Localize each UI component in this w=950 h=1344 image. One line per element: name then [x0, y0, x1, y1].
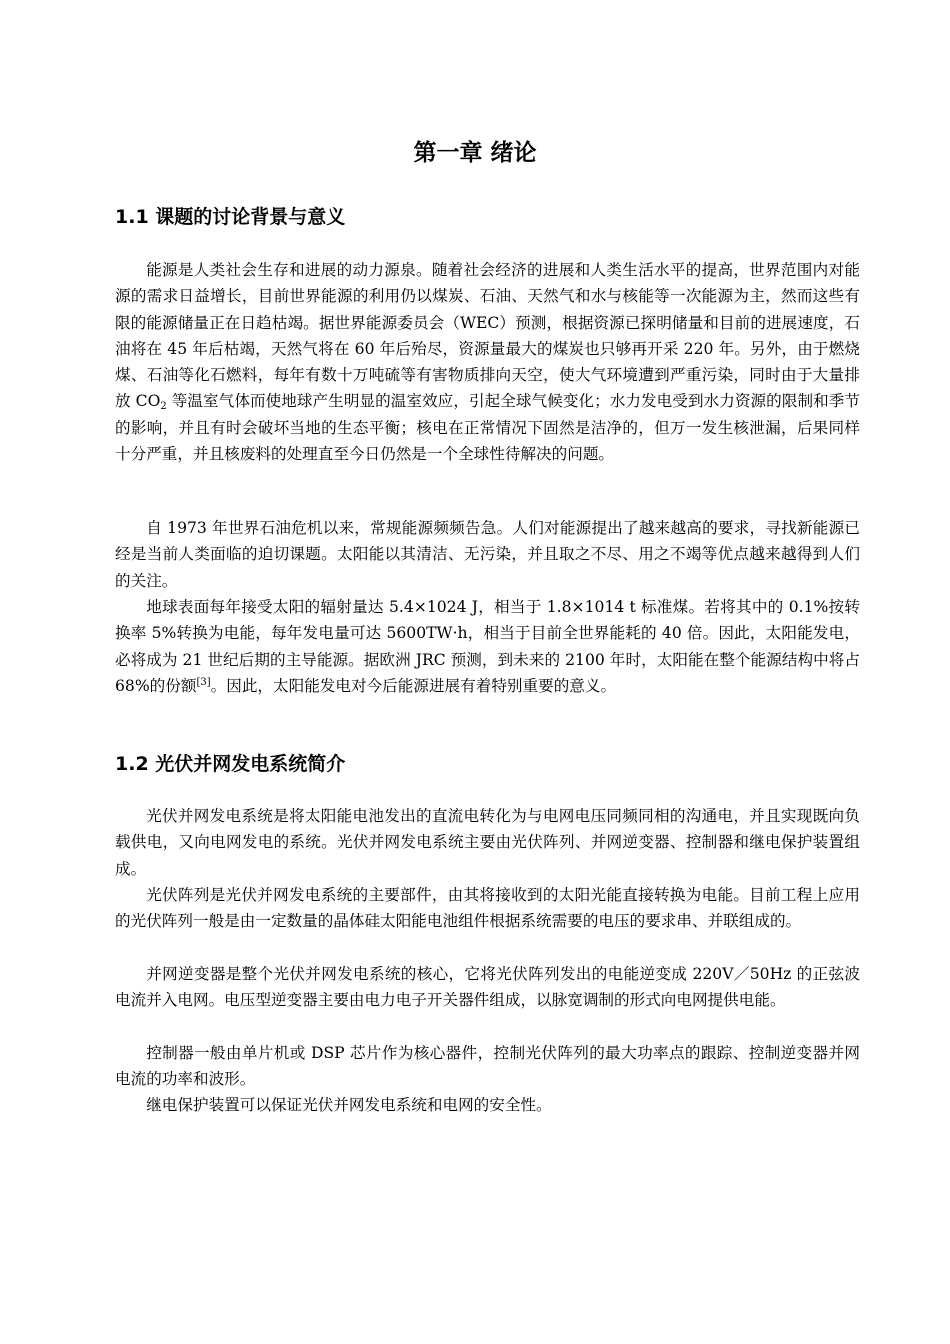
paragraph: 控制器一般由单片机或 DSP 芯片作为核心器件，控制光伏阵列的最大功率点的跟踪、控制逆变器并网电流的功率和波形。: [115, 1044, 860, 1089]
paragraph-text: 等温室气体而使地球产生明显的温室效应，引起全球气候变化；水力发电受到水力资源的限制和季节的影响，并且有时会破坏当地的生态平衡；核电在正常情况下固然是洁净的，但万一发生核泄漏，后果同样十分严重，并且核废料的处理直至今日仍然是一个全球性待解决的问题。: [115, 392, 860, 464]
paragraph-text: 。因此，太阳能发电对今后能源进展有着特别重要的意义。: [210, 676, 617, 695]
section-heading-1-1: 1.1 课题的讨论背景与意义: [115, 206, 346, 228]
citation: [3]: [196, 676, 211, 688]
chapter-title: 第一章 绪论: [413, 140, 537, 166]
paragraph: 自 1973 年世界石油危机以来，常规能源频频告急。人们对能源提出了越来越高的要求，寻找新能源已经是当前人类面临的迫切课题。太阳能以其清洁、无污染，并且取之不尽、用之不竭等优点越来越得到人们的关注。: [115, 519, 860, 590]
paragraph: [115, 257, 860, 467]
paragraph: [115, 594, 860, 699]
section-heading-1-2: 1.2 光伏并网发电系统简介: [115, 753, 346, 775]
paragraph: 继电保护装置可以保证光伏并网发电系统和电网的安全性。: [146, 1096, 552, 1114]
paragraph: 光伏并网发电系统是将太阳能电池发出的直流电转化为与电网电压同频同相的沟通电，并且实现既向负载供电，又向电网发电的系统。光伏并网发电系统主要由光伏阵列、并网逆变器、控制器和继电保护装置组成。: [115, 807, 860, 878]
subscript: 2: [160, 401, 167, 413]
paragraph: 光伏阵列是光伏并网发电系统的主要部件，由其将接收到的太阳光能直接转换为电能。目前工程上应用的光伏阵列一般是由一定数量的晶体硅太阳能电池组件根据系统需要的电压的要求串、并联组成的。: [115, 886, 860, 931]
paragraph-text: 地球表面每年接受太阳的辐射量达 5.4×1024 J，相当于 1.8×1014 t 标准煤。若将其中的 0.1%按转换率 5%转换为电能，每年发电量可达 5600TW·h，相当于目前全世界能耗的 40 倍。因此，太阳能发电，必将成为 21 世纪后期的主导能源。据欧洲 JRC 预测，到未来的 2100 年时，太阳能在整个能源结构中将占 68%的份额: [115, 598, 860, 695]
paragraph-text: 能源是人类社会生存和进展的动力源泉。随着社会经济的进展和人类生活水平的提高，世界范围内对能源的需求日益增长，目前世界能源的利用仍以煤炭、石油、天然气和水与核能等一次能源为主，然而这些有限的能源储量正在日趋枯竭。据世界能源委员会（WEC）预测，根据资源已探明储量和目前的进展速度，石油将在 45 年后枯竭，天然气将在 60 年后殆尽，资源量最大的煤炭也只够再开采 220 年。另外，由于燃烧煤、石油等化石燃料，每年有数十万吨硫等有害物质排向天空，使大气环境遭到严重污染，同时由于大量排放 CO: [115, 261, 860, 411]
paragraph: 并网逆变器是整个光伏并网发电系统的核心，它将光伏阵列发出的电能逆变成 220V／50Hz 的正弦波电流并入电网。电压型逆变器主要由电力电子开关器件组成，以脉宽调制的形式向电网提供电能。: [115, 965, 860, 1010]
